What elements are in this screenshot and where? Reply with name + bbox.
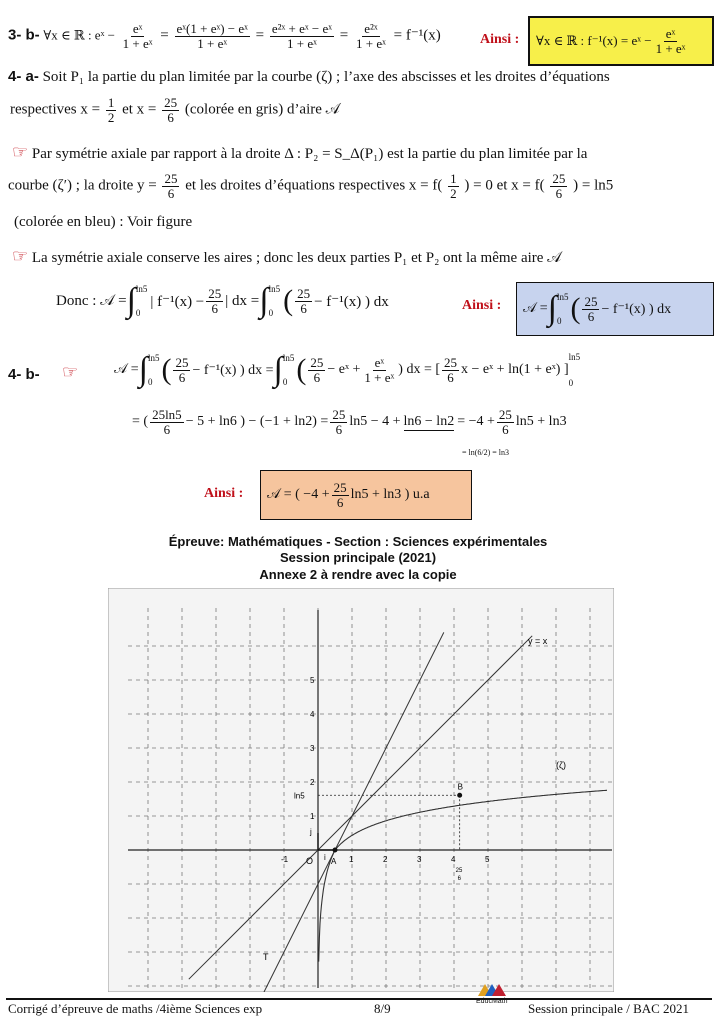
q4a-et: et x = [122, 101, 157, 118]
x-tick-label: 3 [417, 855, 422, 864]
q4a-line2-post: (colorée en gris) d’aire 𝒜 [184, 101, 340, 118]
integral-sign: ∫ [547, 290, 557, 327]
label-y-equals-x: y = x [528, 636, 548, 646]
q4b-l2-a: = ( [132, 414, 149, 430]
x-tick-label: 5 [485, 855, 490, 864]
label-O: O [306, 856, 314, 866]
q4a-donc-line: Donc : 𝒜 = ∫ ln5 0 | f⁻¹(x) − $\frac{25}{6}$ | dx = ∫ ln5 0 ( $\frac{25}{6}$ − f⁻¹(x) ) dx [56, 282, 389, 319]
q3b-frac2: $\frac{\text{eˣ(1 + eˣ) − eˣ}}{\text{1 + eˣ}}$ [176, 21, 248, 51]
label-j: j [310, 827, 312, 837]
pointing-hand-icon: ☞ [62, 362, 79, 382]
q4a-ainsi: Ainsi : [462, 298, 502, 313]
q4a-line4-mid2: ) = 0 et x = f( [464, 177, 545, 194]
q3b-line: 3- b- ∀x ∈ ℝ : eˣ − $\frac{\text{eˣ}}{\text{1 + eˣ}}$ = $\frac{\text{eˣ(1 + eˣ) − eˣ}}{\text{1 + eˣ}}$ = $\frac{\text{e²ˣ + eˣ − eˣ}}{\text{1 + eˣ}}$ = $\frac{\text{e²ˣ}}{\text{1 + eˣ}}$ = f⁻¹(x) [8, 21, 441, 51]
label-T: T [263, 952, 269, 962]
q4a-fa-frac: $\frac{1}{2}$ [450, 171, 457, 201]
q4a-line4-mid: et les droites d’équations respectives x = f( [185, 177, 443, 194]
label-ln5: ln5 [294, 791, 305, 801]
q3b-lhs: ∀x ∈ ℝ : eˣ − [43, 27, 115, 43]
q4b-l2-d: = −4 + [457, 414, 495, 430]
q4b-l2-b: − 5 + ln6 ) − (−1 + ln2) = [185, 414, 329, 430]
y-tick-label: 3 [310, 744, 315, 753]
integral-sign: ∫ [259, 282, 269, 319]
footer-logo: EducMath [476, 984, 508, 1005]
q4a-line5: (colorée en bleu) : Voir figure [14, 214, 193, 230]
q4b-l2-e: ln5 + ln3 [515, 414, 567, 430]
label-B: B [457, 782, 464, 792]
q3b-tail: = f⁻¹(x) [393, 27, 441, 44]
q4b-l1-c: − eˣ + [327, 362, 361, 377]
q3b-label: 3- b- [8, 26, 40, 44]
footer-page: 8/9 [374, 1001, 391, 1016]
q4b-l1-e: ) dx = [ [398, 362, 441, 377]
q4a-donc-end: − f⁻¹(x) ) dx [314, 293, 389, 310]
q3b-frac1: $\frac{\text{eˣ}}{\text{1 + eˣ}}$ [122, 21, 153, 51]
q4b-l1-f: x − eˣ + ln(1 + eˣ) ] [461, 362, 569, 377]
q4a-donc-frac2: $\frac{25}{6}$ [297, 285, 311, 316]
footer-right: Session principale / BAC 2021 [528, 1001, 690, 1016]
y-tick-label: 1 [310, 812, 315, 821]
q4b-l1-a: 𝒜 = [114, 362, 139, 377]
q4a-line4-end: ) = ln5 [573, 177, 614, 194]
q3b-frac3: $\frac{\text{e²ˣ + eˣ − eˣ}}{\text{1 + eˣ}}$ [271, 21, 333, 51]
q4a-y-frac: $\frac{25}{6}$ [164, 171, 178, 201]
x-tick-label: 1 [349, 855, 354, 864]
q4a-line4-pre: courbe (ζ′) ; la droite y = [8, 177, 157, 194]
x-tick-label: 2 [383, 855, 388, 864]
q4a-25-6: $\frac{25}{6}$ [164, 95, 178, 125]
q4a-box-frac: $\frac{25}{6}$ [584, 293, 598, 324]
q3b-frac4: $\frac{\text{e²ˣ}}{\text{1 + eˣ}}$ [356, 21, 386, 51]
label-25: 25 [455, 868, 463, 874]
q4a-text1: Soit P₁ la partie du plan limitée par la courbe (ζ) ; l’axe des abscisses et les droites d’équations [42, 69, 610, 85]
q4b-box-a: 𝒜 = ( −4 + [267, 487, 330, 502]
q4a-line1 [8, 68, 610, 86]
q4a-line4 [8, 172, 613, 200]
footer-rule [6, 998, 712, 1000]
q4b-frac3: $\frac{\text{eˣ}}{\text{1 + eˣ}}$ [364, 354, 395, 385]
q3b-ainsi: Ainsi : [480, 32, 520, 47]
annex-line3: Annexe 2 à rendre avec la copie [259, 567, 457, 582]
function-graph [108, 588, 614, 992]
q4b-frac7: $\frac{25}{6}$ [498, 407, 512, 437]
q4a-line6 [12, 246, 561, 267]
y-tick-label: 4 [310, 710, 315, 719]
q4a-half: $\frac{1}{2}$ [107, 95, 115, 125]
q4b-line1: 𝒜 = ∫ ln5 0 ( $\frac{25}{6}$ − f⁻¹(x) ) dx = ∫ ln5 0 ( $\frac{25}{6}$ − eˣ + $\frac{\text{eˣ}}{\text{1 + eˣ}}$ ) dx = [ $\frac{25}{6}$ x − eˣ + ln(1 + eˣ) ] ln5 0 [114, 351, 581, 388]
q4b-ainsi: Ainsi : [204, 486, 244, 501]
label-A: A [331, 857, 337, 866]
x-tick-label: 4 [451, 855, 456, 864]
q4a-box-end: − f⁻¹(x) ) dx [601, 301, 672, 317]
q4b-l2-under: ln6 − ln2 [403, 413, 455, 429]
q4a-donc-mid: | dx = [225, 292, 260, 309]
q3b-result-box [528, 16, 714, 66]
point-B [457, 793, 462, 798]
q4a-fb-frac: $\frac{25}{6}$ [552, 171, 566, 201]
q3b-box-lhs: ∀x ∈ ℝ : f⁻¹(x) = eˣ − [536, 33, 652, 48]
q4b-label: 4- b- [8, 366, 40, 383]
q4b-line2 [132, 408, 567, 436]
q4b-result-box [260, 470, 472, 520]
q4b-frac2: $\frac{25}{6}$ [310, 354, 324, 385]
q4a-text6: La symétrie axiale conserve les aires ; donc les deux parties P₁ et P₂ ont la même aire 𝒜 [31, 250, 562, 266]
q4a-line3 [12, 142, 587, 163]
q4a-line2 [10, 96, 340, 124]
q4b-frac6: $\frac{25}{6}$ [332, 407, 346, 437]
q4a-result-box: 𝒜 = ∫ ln5 0 ( $\frac{25}{6}$ − f⁻¹(x) ) dx [516, 282, 714, 336]
q4b-frac5: $\frac{25\ln 5}{6}$ [152, 407, 182, 437]
q4b-box-frac: $\frac{25}{6}$ [333, 479, 347, 510]
q4b-box-b: ln5 + ln3 ) u.a [350, 487, 430, 502]
q4a-donc: Donc : 𝒜 = [56, 293, 127, 309]
y-tick-label: 5 [310, 676, 315, 685]
q4b-note: = ln(6/2) = ln3 [462, 448, 510, 457]
q4a-donc-body: | f⁻¹(x) − [150, 293, 205, 310]
integral-sign: ∫ [126, 282, 136, 319]
q4b-frac1: $\frac{25}{6}$ [175, 354, 189, 385]
pointing-hand-icon: ☞ [12, 142, 29, 162]
annex-line2: Session principale (2021) [279, 550, 437, 565]
q3b-box-frac: $\frac{\text{eˣ}}{\text{1 + eˣ}}$ [655, 25, 686, 56]
q4a-label: 4- a- [8, 68, 39, 85]
q4a-line2-pre: respectives x = [10, 101, 101, 118]
q4b-frac4: $\frac{25}{6}$ [444, 354, 458, 385]
annex-line1: Épreuve: Mathématiques - Section : Sciences expérimentales [168, 534, 548, 549]
q4a-donc-frac: $\frac{25}{6}$ [208, 285, 222, 316]
q4b-l2-c: ln5 − 4 + [349, 414, 401, 430]
footer-left: Corrigé d’épreuve de maths /4ième Sciences exp [8, 1001, 263, 1016]
label-i: i [324, 853, 326, 862]
q4b-l1-b: − f⁻¹(x) ) dx = [192, 362, 274, 378]
pointing-hand-icon: ☞ [12, 246, 29, 266]
q4a-text3: Par symétrie axiale par rapport à la droite Δ : P₂ = S_Δ(P₁) est la partie du plan limitée par la [31, 146, 588, 162]
educmath-logo-icon [478, 984, 506, 996]
label-6: 6 [457, 876, 462, 882]
label-zeta: (ζ) [556, 760, 566, 770]
y-tick-label: 2 [310, 778, 315, 787]
q4a-box-lhs: 𝒜 = [523, 301, 548, 316]
x-tick-label: -1 [281, 855, 289, 864]
